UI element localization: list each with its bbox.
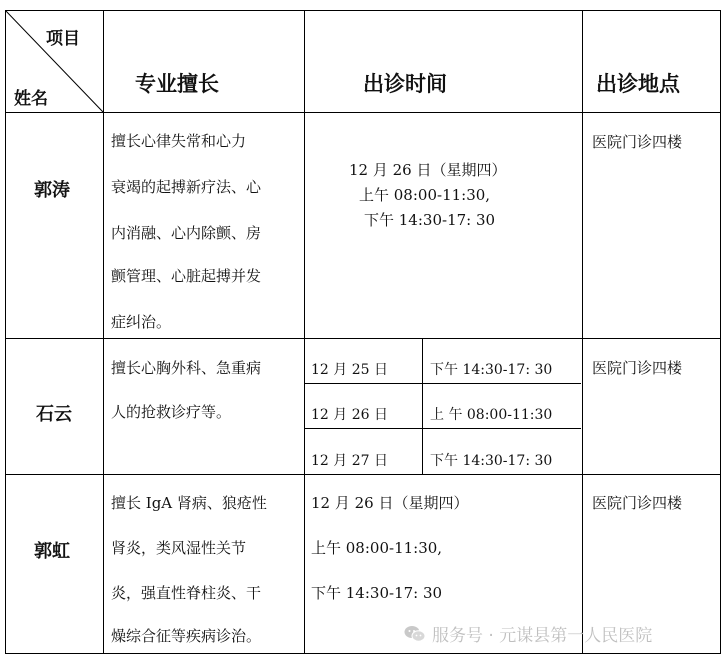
- doctor-name: 石云: [36, 404, 72, 425]
- table-border-right: [720, 10, 721, 654]
- specialty-line: 擅长心胸外科、急重病: [111, 359, 262, 377]
- slot-divider-2: [304, 428, 581, 429]
- specialty-line: 燥综合征等疾病诊治。: [111, 627, 262, 645]
- header-time: 出诊时间: [363, 72, 447, 96]
- place-text: 医院门诊四楼: [592, 494, 683, 512]
- slot-col-divider: [422, 338, 423, 474]
- col-divider-2: [304, 10, 305, 654]
- specialty-line: 衰竭的起搏新疗法、心: [111, 178, 262, 196]
- slot-date: 12 月 27 日: [311, 453, 388, 469]
- slot-date: 12 月 25 日: [311, 362, 388, 378]
- time-line: 上午 08:00-11:30,: [311, 539, 443, 557]
- row1-divider: [5, 338, 720, 339]
- slot-date: 12 月 26 日: [311, 407, 388, 423]
- specialty-line: 擅长 IgA 肾病、狼疮性: [111, 494, 267, 512]
- table-border-top: [5, 10, 720, 11]
- place-text: 医院门诊四楼: [592, 133, 683, 151]
- specialty-line: 肾炎，类风湿性关节: [111, 539, 247, 557]
- slot-time: 下午 14:30-17: 30: [430, 362, 553, 378]
- specialty-line: 症纠治。: [111, 313, 172, 331]
- doctor-name: 郭虹: [34, 541, 70, 562]
- place-text: 医院门诊四楼: [592, 359, 683, 377]
- doctor-name: 郭涛: [34, 180, 70, 201]
- specialty-line: 人的抢救诊疗等。: [111, 403, 232, 421]
- specialty-line: 擅长心律失常和心力: [111, 132, 247, 150]
- watermark-text: 服务号 · 元谋县第一人民医院: [432, 626, 653, 646]
- time-line: 下午 14:30-17: 30: [311, 584, 443, 602]
- time-line: 12 月 26 日（星期四）: [349, 161, 507, 179]
- slot-time: 下午 14:30-17: 30: [430, 453, 553, 469]
- watermark: [404, 621, 652, 646]
- corner-label-bottom: 姓名: [14, 89, 48, 109]
- specialty-line: 炎，强直性脊柱炎、干: [111, 584, 262, 602]
- corner-label-top: 项目: [46, 29, 80, 49]
- row2-divider: [5, 474, 720, 475]
- time-line: 12 月 26 日（星期四）: [311, 494, 469, 512]
- col-divider-3: [582, 10, 583, 654]
- time-line: 下午 14:30-17: 30: [364, 211, 496, 229]
- header-row-divider: [5, 112, 720, 113]
- specialty-line: 内消融、心内除颤、房: [111, 224, 262, 242]
- specialty-line: 颤管理、心脏起搏并发: [111, 267, 262, 285]
- slot-divider-1: [304, 383, 581, 384]
- table-border-bottom: [5, 653, 720, 654]
- slot-time: 上 午 08:00-11:30: [430, 407, 553, 423]
- header-place: 出诊地点: [596, 72, 680, 96]
- time-line: 上午 08:00-11:30,: [359, 186, 491, 204]
- header-specialty: 专业擅长: [135, 72, 219, 96]
- wechat-icon: [404, 625, 426, 643]
